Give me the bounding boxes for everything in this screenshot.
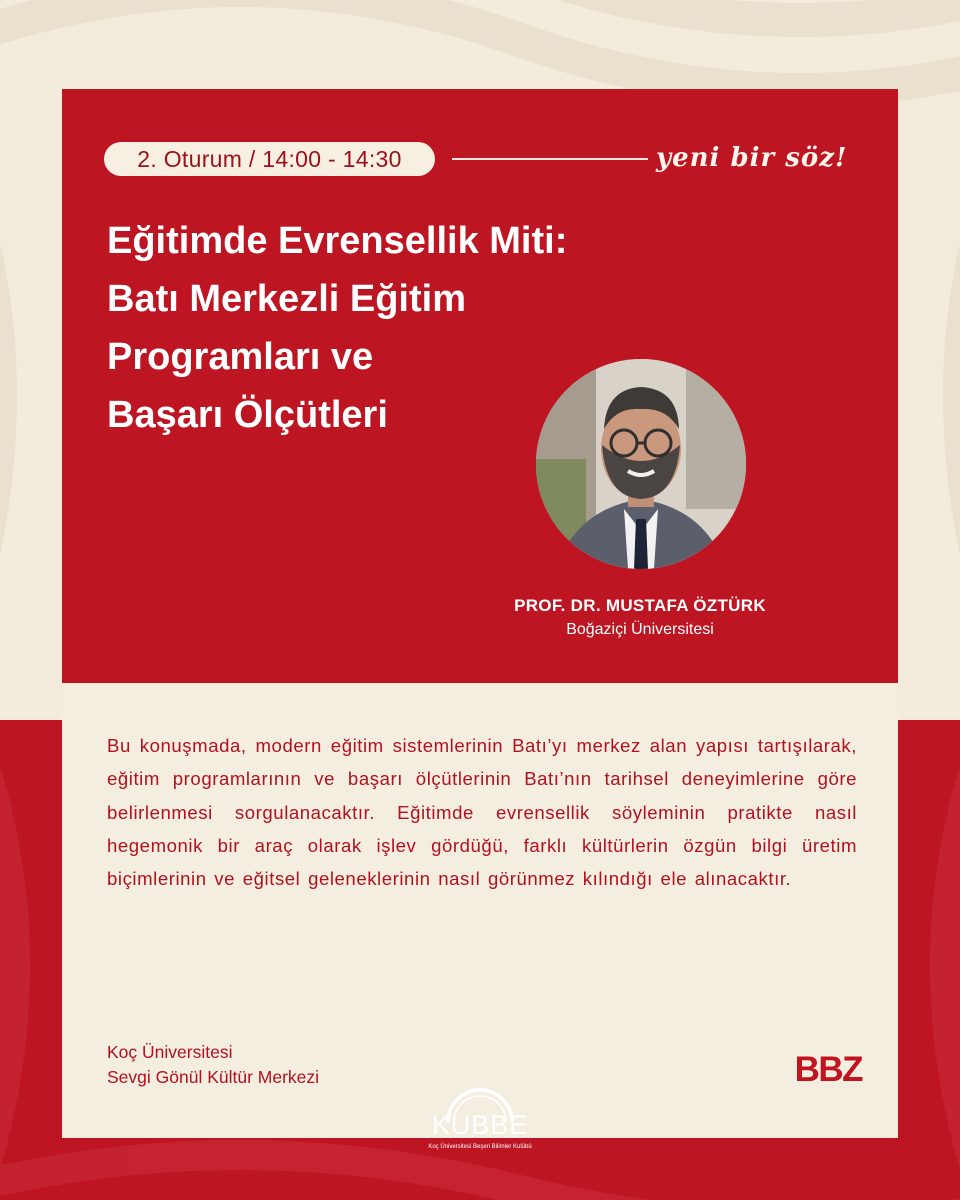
brand-tagline: yeni bir söz!	[656, 143, 848, 173]
talk-description: Bu konuşmada, modern eğitim sistemlerinin Batı’yı merkez alan yapısı tartışılarak, eğitim programlarının ve başarı ölçütlerinin Batı’nın tarihsel deneyimlerine göre belirlenmesi sorgulanacaktır. Eğitimde evrensellik söyleminin pratikte nasıl hegemonik bir araç olarak işlev gördüğü, farklı kültürlerin özgün bilgi üretim biçimlerinin ve eğitsel geleneklerinin nasıl görünmez kılındığı ele alınacaktır.	[107, 735, 857, 890]
speaker-portrait-illustration	[536, 359, 746, 569]
kubbe-logo-name: KUBBE	[431, 1110, 529, 1140]
kubbe-logo-subtitle: Koç Üniversitesi Beşeri Bilimler Kulübü	[428, 1144, 532, 1150]
divider-line	[452, 158, 648, 160]
talk-title	[107, 212, 607, 444]
talk-title-line: Batı Merkezli Eğitim	[107, 278, 466, 320]
speaker-photo	[536, 359, 746, 569]
venue	[107, 1040, 427, 1090]
talk-title-line: Programları ve	[107, 336, 374, 378]
talk-title-line: Başarı Ölçütleri	[107, 394, 388, 436]
venue-line: Koç Üniversitesi	[107, 1042, 233, 1062]
speaker-affiliation: Boğaziçi Üniversitesi	[566, 621, 714, 638]
kubbe-logo	[418, 1088, 542, 1160]
bbz-logo: BBZ	[794, 1050, 862, 1089]
session-time-badge: 2. Oturum / 14:00 - 14:30	[104, 142, 435, 176]
talk-title-line: Eğitimde Evrensellik Miti:	[107, 220, 568, 262]
venue-line: Sevgi Gönül Kültür Merkezi	[107, 1067, 320, 1087]
speaker-name: PROF. DR. MUSTAFA ÖZTÜRK	[514, 596, 766, 615]
